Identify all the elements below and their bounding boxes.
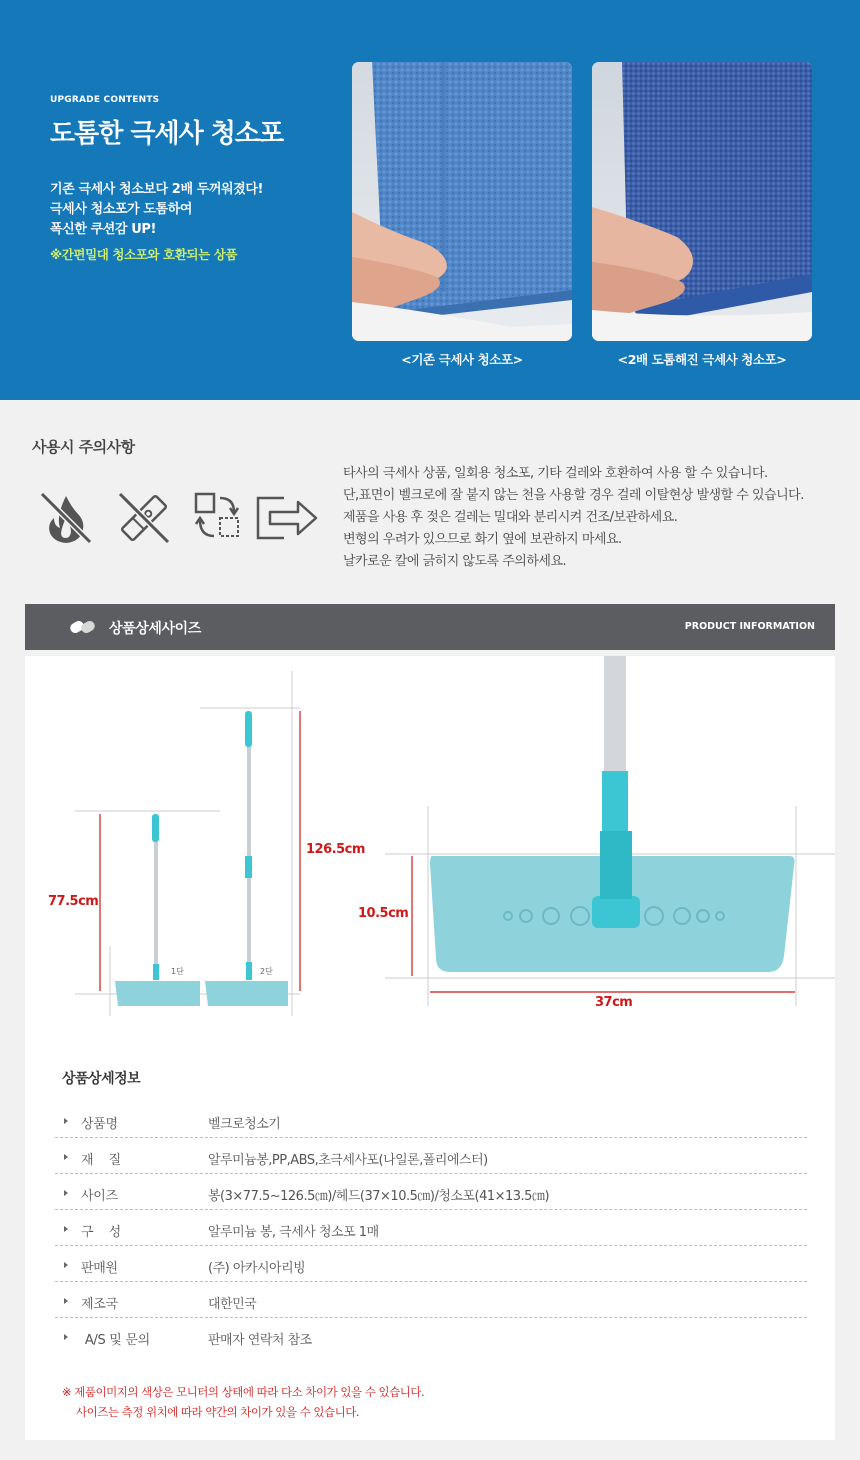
- spec-key: 판매원: [81, 1261, 118, 1276]
- caution-list: [343, 463, 804, 573]
- spec-key: 재 질: [81, 1153, 121, 1168]
- caution-item: 제품을 사용 후 젖은 걸레는 밀대와 분리시켜 건조/보관하세요.: [343, 510, 678, 525]
- table-row: [55, 1174, 807, 1210]
- spec-key: 제조국: [81, 1297, 118, 1312]
- spec-table: [55, 1102, 807, 1354]
- hero-description: [50, 180, 263, 240]
- long-mop-head: [205, 981, 288, 1006]
- short-mop-grip: [152, 814, 159, 842]
- hero-title: 도톰한 극세사 청소포: [50, 119, 284, 149]
- notice-line: 사이즈는 측정 위치에 따라 약간의 차이가 있을 수 있습니다.: [76, 1405, 360, 1419]
- pill-icon: [69, 618, 97, 636]
- table-row: [55, 1102, 807, 1138]
- hero-desc-line: 기존 극세사 청소보다 2배 두꺼워졌다!: [50, 182, 264, 197]
- regular-pad-photo: [352, 62, 572, 341]
- caution-item: 날카로운 칼에 긁히지 않도록 주의하세요.: [343, 554, 567, 569]
- hero-eyebrow: UPGRADE CONTENTS: [50, 95, 160, 105]
- spec-key: A/S 및 문의: [81, 1333, 150, 1348]
- hero-desc-line: 극세사 청소포가 도톰하여: [50, 202, 192, 217]
- short-height-label: 77.5cm: [48, 894, 99, 909]
- spec-value: 대한민국: [208, 1297, 257, 1312]
- thick-pad-photo: [592, 62, 812, 341]
- table-row: [55, 1246, 807, 1282]
- long-height-label: 126.5cm: [306, 842, 365, 857]
- step2-label: 2단: [260, 967, 273, 976]
- caution-item: 단,표면이 벨크로에 잘 붙지 않는 천을 사용할 경우 걸레 이탈현상 발생할 수 있습니다.: [343, 488, 804, 503]
- hero-desc-line: 폭신한 쿠션감 UP!: [50, 222, 157, 237]
- spec-value: 판매자 연락처 참조: [208, 1333, 312, 1348]
- separate-icon: [254, 488, 314, 548]
- spec-value: (주) 아카시아리빙: [208, 1261, 306, 1276]
- head-height-label: 10.5cm: [358, 906, 409, 921]
- table-row: [55, 1282, 807, 1318]
- short-mop-head: [115, 981, 200, 1006]
- spec-value: 알루미늄 봉, 극세사 청소포 1매: [208, 1225, 379, 1240]
- spec-key: 구 성: [81, 1225, 121, 1240]
- hero-banner: [0, 0, 860, 400]
- head-view-pole: [604, 656, 626, 776]
- product-info-bar: [25, 604, 835, 650]
- long-mop-grip: [245, 711, 252, 747]
- product-info-title: 상품상세사이즈: [109, 621, 201, 637]
- hero-compat-note: ※간편밀대 청소포와 호환되는 상품: [50, 247, 238, 262]
- notice: [62, 1382, 424, 1422]
- spec-value: 벨크로청소기: [208, 1117, 281, 1132]
- table-row: [55, 1318, 807, 1354]
- size-diagram: [0, 656, 860, 1056]
- spec-key: 사이즈: [81, 1189, 118, 1204]
- caution-item: 변형의 우려가 있으므로 화기 옆에 보관하지 마세요.: [343, 532, 622, 547]
- no-fire-icon: [36, 488, 96, 548]
- head-width-label: 37cm: [595, 995, 633, 1010]
- spec-title: 상품상세정보: [62, 1071, 141, 1087]
- step1-label: 1단: [171, 967, 184, 976]
- notice-line: ※ 제품이미지의 색상은 모니터의 상태에 따라 다소 차이가 있을 수 있습니다.: [62, 1385, 425, 1399]
- regular-pad-caption: <기존 극세사 청소포>: [401, 352, 523, 367]
- product-info-label: PRODUCT INFORMATION: [684, 621, 815, 632]
- table-row: [55, 1138, 807, 1174]
- table-row: [55, 1210, 807, 1246]
- no-knife-icon: [114, 488, 174, 548]
- caution-item: 타사의 극세사 상품, 일회용 청소포, 기타 걸레와 호환하여 사용 할 수 있습니다.: [343, 466, 768, 481]
- spec-key: 상품명: [81, 1117, 118, 1132]
- replace-icon: [190, 488, 250, 548]
- thick-pad-caption: <2배 도톰해진 극세사 청소포>: [617, 352, 787, 367]
- spec-value: 알루미늄봉,PP,ABS,초극세사포(나일론,폴리에스터): [208, 1153, 488, 1168]
- spec-value: 봉(3×77.5~126.5㎝)/헤드(37×10.5㎝)/청소포(41×13.5㎝): [208, 1189, 550, 1204]
- caution-title: 사용시 주의사항: [32, 438, 135, 456]
- long-mop-pole: [247, 712, 251, 962]
